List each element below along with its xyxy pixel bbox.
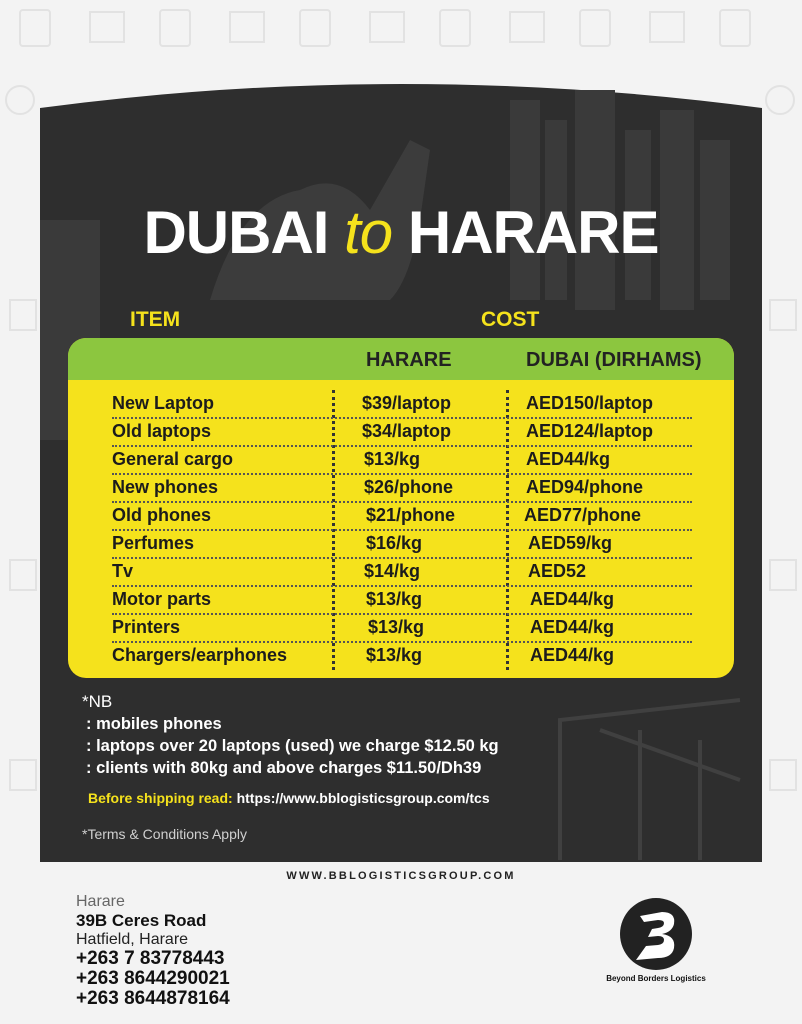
dubai-cost-cell: AED44/kg (530, 645, 615, 665)
harare-cost-cell: $26/phone (364, 477, 454, 497)
item-cell: Old phones (112, 505, 211, 525)
table-row (112, 502, 692, 531)
harare-cost-cell: $21/phone (366, 505, 456, 525)
item-cell: Chargers/earphones (112, 645, 288, 665)
dubai-cost-cell: AED52 (528, 561, 587, 581)
title-origin: DUBAI (143, 199, 329, 266)
dubai-cost-cell: AED59/kg (528, 533, 613, 553)
item-cell: General cargo (112, 449, 234, 469)
dubai-cost-cell: AED44/kg (526, 449, 611, 469)
table-row (112, 586, 692, 615)
title-destination: HARARE (407, 199, 659, 266)
table-row (112, 530, 692, 559)
phone-number[interactable]: +263 8644290021 (76, 968, 230, 989)
phone-number[interactable]: +263 7 83778443 (76, 948, 225, 969)
contact-city: Harare (76, 893, 125, 910)
terms-link-line (88, 790, 490, 806)
dubai-cost-cell: AED150/laptop (526, 393, 654, 413)
harare-cost-cell: $16/kg (366, 533, 423, 553)
table-row (112, 642, 692, 669)
terms-url-link[interactable]: https://www.bblogisticsgroup.com/tcs (236, 790, 490, 806)
harare-cost-cell: $34/laptop (362, 421, 452, 441)
price-table (68, 338, 734, 678)
page-title (40, 198, 762, 267)
item-cell: Tv (112, 561, 134, 581)
poster (40, 80, 762, 862)
terms-note: *Terms & Conditions Apply (82, 826, 247, 842)
dubai-column-header: DUBAI (DIRHAMS) (526, 349, 702, 371)
table-row (112, 418, 692, 447)
table-row (112, 390, 692, 419)
nb-item: : clients with 80kg and above charges $11.50/Dh39 (86, 759, 482, 777)
nb-title: *NB (82, 692, 113, 711)
phone-number[interactable]: +263 8644878164 (76, 988, 230, 1009)
item-cell: New phones (112, 477, 219, 497)
harare-cost-cell: $13/kg (366, 589, 423, 609)
harare-cost-cell: $13/kg (368, 617, 425, 637)
table-row (112, 558, 692, 587)
contact-area: Hatfield, Harare (76, 931, 189, 948)
dubai-cost-cell: AED77/phone (524, 505, 642, 525)
item-cell: Perfumes (112, 533, 195, 553)
item-cell: Printers (112, 617, 181, 637)
harare-cost-cell: $13/kg (364, 449, 421, 469)
company-logo-text: Beyond Borders Logistics (606, 974, 706, 983)
item-cell: Motor parts (112, 589, 211, 609)
harare-cost-cell: $13/kg (366, 645, 423, 665)
item-cell: New Laptop (112, 393, 214, 413)
title-connector: to (344, 199, 393, 266)
website-url[interactable]: WWW.BBLOGISTICSGROUP.COM (286, 870, 516, 882)
dubai-cost-cell: AED94/phone (526, 477, 644, 497)
harare-cost-cell: $14/kg (364, 561, 421, 581)
nb-item: : mobiles phones (86, 715, 222, 733)
company-logo-icon (618, 896, 694, 972)
item-column-label: ITEM (130, 308, 181, 331)
cost-column-label: COST (481, 308, 540, 331)
table-header (68, 338, 734, 380)
read-label: Before shipping read: (88, 790, 233, 806)
harare-cost-cell: $39/laptop (362, 393, 452, 413)
item-cell: Old laptops (112, 421, 211, 441)
table-row (112, 446, 692, 475)
dubai-cost-cell: AED124/laptop (526, 421, 654, 441)
contact-block (76, 892, 230, 1009)
dubai-cost-cell: AED44/kg (530, 589, 615, 609)
nb-item: : laptops over 20 laptops (used) we charge $12.50 kg (86, 737, 499, 755)
table-row (112, 474, 692, 503)
harare-column-header: HARARE (366, 349, 452, 371)
contact-address: 39B Ceres Road (76, 911, 207, 930)
dubai-cost-cell: AED44/kg (530, 617, 615, 637)
table-row (112, 614, 692, 643)
